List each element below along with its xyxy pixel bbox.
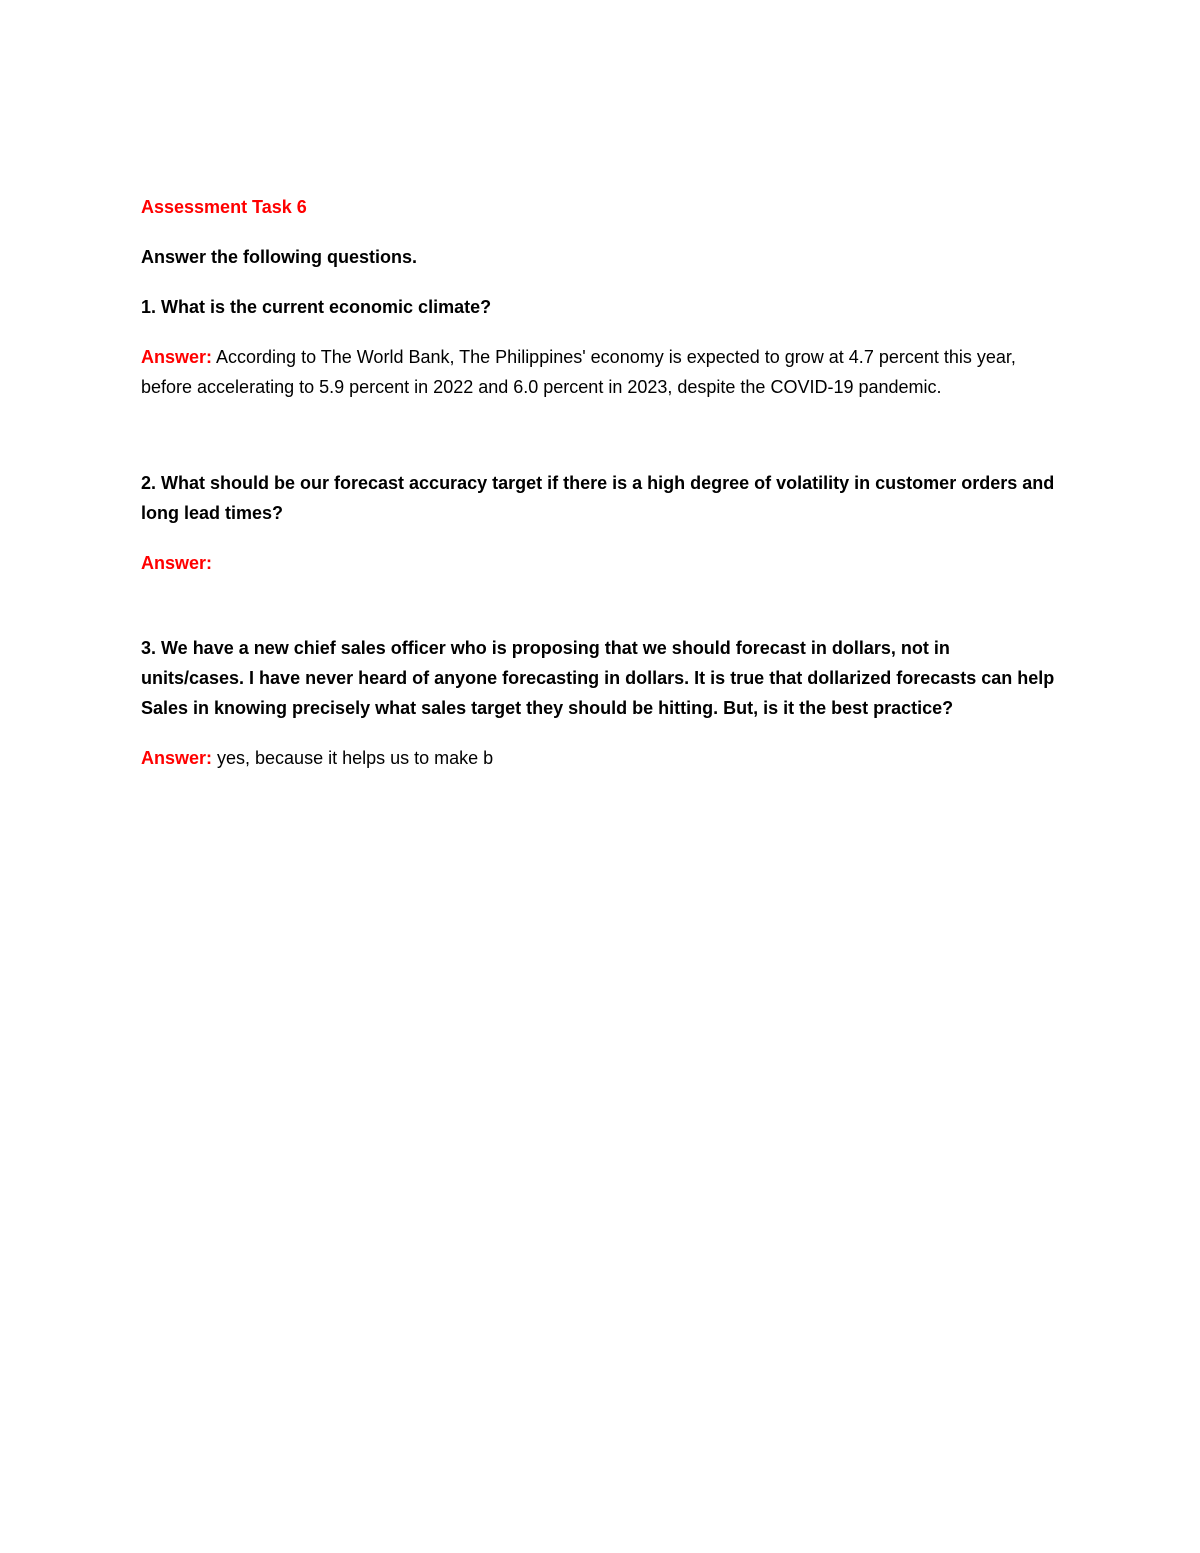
answer-2 — [141, 548, 1056, 578]
answer-3-text: yes, because it helps us to make b — [212, 748, 494, 768]
question-3: 3. We have a new chief sales officer who is proposing that we should forecast in dollars, not in units/cases. I have never heard of anyone forecasting in dollars. It is true that dollarized forecasts can help Sales in knowing precisely what sales target they should be hitting. But, is it the best practice? — [141, 638, 1055, 718]
page-title: Assessment Task 6 — [141, 197, 307, 217]
question-1: 1. What is the current economic climate? — [141, 297, 492, 317]
instruction-text: Answer the following questions. — [141, 247, 418, 267]
question-2: 2. What should be our forecast accuracy target if there is a high degree of volatility in customer orders and long lead times? — [141, 473, 1055, 523]
answer-1-text: According to The World Bank, The Philippines' economy is expected to grow at 4.7 percent this year, before accelerating to 5.9 percent in 2022 and 6.0 percent in 2023, despite the COVID-19 pandemic. — [141, 347, 1016, 397]
spacer — [141, 402, 1056, 468]
answer-label: Answer: — [141, 347, 213, 367]
answer-3 — [141, 743, 1056, 773]
answer-label: Answer: — [141, 748, 213, 768]
answer-1 — [141, 342, 1056, 402]
spacer — [141, 578, 1056, 633]
document-body — [141, 192, 1056, 773]
answer-label: Answer: — [141, 553, 213, 573]
